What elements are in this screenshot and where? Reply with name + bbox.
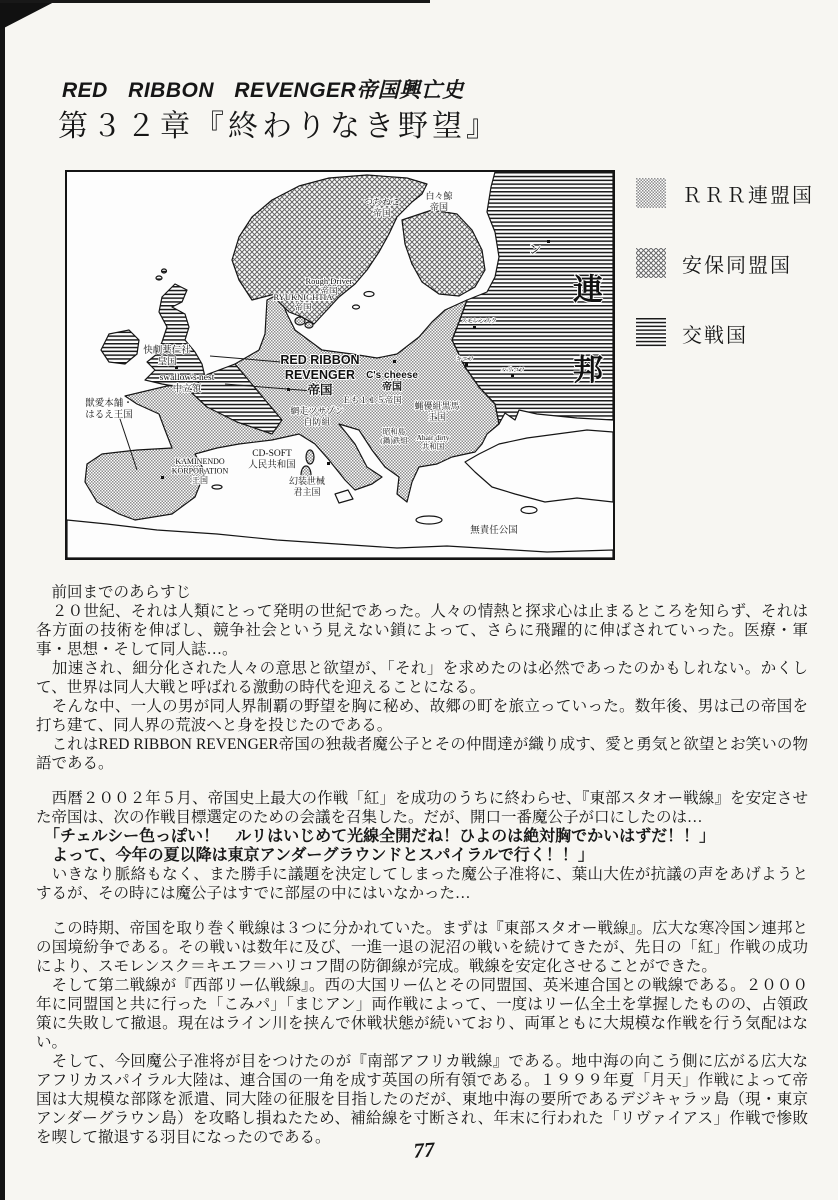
map-label: 王国 (192, 476, 208, 486)
paragraph: この時期、帝国を取り巻く戦線は３つに分かれていた。まずは『東部スタオー戦線』。広大な寒冷国ン連邦との国境紛争である。その戦いは数年に及び、一進一退の泥沼の戦いを続けてきたが、先日の「紅」作戦の成功により、スモレンスク＝キエフ＝ハリコフ間の防御線が完成。戦線を安定化させることができた。 (36, 920, 808, 975)
map-label: 網走ツサゾン (290, 406, 344, 416)
region-finland (402, 210, 485, 296)
paragraph: 西暦２００２年５月、帝国史上最大の作戦「紅」を成功のうちに終わらせ、『東部スタオー戦線』を安定させた帝国は、次の作戦目標選定のための会議を召集した。だが、開口一番魔公子が口にしたのは… (36, 790, 808, 826)
map-label: Ahair dirty (416, 433, 450, 442)
paragraph: ２０世紀、それは人類にとって発明の世紀であった。人々の情熱と探求心は止まるところを知らず、それは各方面の技術を伸ばし、競争社会という見えない鎖によって、さらに飛躍的に伸ばされていった。医療・軍事・思想・そして同人誌…。 (36, 603, 808, 658)
map-label: swallow's nest (159, 373, 215, 383)
map-label: 快劇薬仁社 (143, 346, 191, 356)
map-label: 人民共和国 (248, 460, 296, 471)
map-label: REVENGER (284, 368, 356, 382)
paragraph: いきなり脈絡もなく、また勝手に議題を決定してしまった魔公子准将に、葉山大佐が抗議の声をあげようとするが、その時には魔公子はすでに部屋の中にはいなかった… (36, 866, 808, 902)
legend-label: 安保同盟国 (682, 254, 792, 277)
map-label: はるえ王国 (85, 410, 133, 421)
legend-item (636, 178, 814, 208)
map-label: 帝国 (372, 207, 392, 218)
map-label: 邦 (573, 354, 603, 387)
map-label: つちねこ (363, 197, 401, 207)
chapter-title: 第３２章『終わりなき野望』 (58, 110, 500, 143)
map-label: 白々鯨 (425, 191, 453, 201)
page-number: 77 (412, 1137, 436, 1163)
map-label: 蝿優組黒馬 (414, 401, 460, 411)
map-label: RED RIBBON (280, 353, 360, 367)
legend-swatch (636, 178, 666, 208)
map-label: 帝国 (429, 201, 449, 212)
map-label: 帝国 (294, 302, 312, 313)
map-label: 連 (573, 274, 603, 307)
map-label: 帝国 (307, 383, 333, 397)
map-label: キエフ (455, 357, 475, 363)
europe-map (65, 170, 615, 560)
map-label: 自防組 (303, 416, 331, 427)
map-label: 君主国 (293, 486, 321, 497)
map-label: 獣愛本舗・ (85, 399, 133, 409)
map-label: 王国 (427, 411, 447, 422)
scan-artifact-left-edge (0, 0, 5, 1200)
legend-item (636, 318, 814, 348)
legend-swatch (636, 318, 666, 348)
paragraph: 加速され、細分化された人々の意思と欲望が、「それ」を求めたのは必然であったのかもしれない。かくして、世界は同人大戦と呼ばれる激動の時代を迎えることになる。 (36, 660, 808, 696)
scan-artifact-corner (0, 0, 58, 30)
paragraph: これはRED RIBBON REVENGER帝国の独裁者魔公子とその仲間達が織り成す、愛と勇気と欲望とお笑いの物語である。 (36, 736, 808, 772)
map-label: 中立領 (172, 384, 202, 395)
map-label: 無責任公国 (470, 526, 518, 536)
map-label: スモレンスク (461, 319, 497, 325)
map-label: Ｅも１１５帝国 (342, 395, 402, 405)
legend-item (636, 248, 814, 278)
paragraph: 「チェルシー色っぽい！ ルリはいじめて光線全開だね！ひよのは絶対胸でかいはずだ！！」 (36, 828, 716, 845)
story-text (36, 583, 808, 1147)
region-crete (416, 516, 442, 524)
legend-label: ＲＲＲ連盟国 (682, 184, 814, 207)
map-label: 皇国 (157, 357, 177, 368)
map-label: 帝国 (382, 382, 402, 393)
map-label: KAMINENDO (175, 457, 225, 466)
map-label: (鍋)鉄組 (380, 436, 408, 445)
map-label: KORPORATION (171, 466, 229, 476)
region-denmark-isles (295, 317, 305, 325)
series-title: RED RIBBON REVENGER帝国興亡史 (62, 79, 464, 102)
map-label: 昭和島 (382, 427, 406, 436)
map-label: Rough Driver (305, 276, 353, 286)
europe-map-svg (67, 172, 613, 558)
region-north-africa (67, 520, 613, 558)
paragraph: そして第二戦線が『西部リー仏戦線』。西の大国リー仏とその同盟国、英米連合国との戦線である。２０００年に同盟国と共に行った「こみパ」「まじアン」両作戦によって、一度はリー仏全土を掌握したものの、占領政策に失敗して撤退。現在はライン川を挟んで休戦状態が続いており、両軍ともに大規模な作戦を行う気配はない。 (36, 977, 808, 1051)
scan-artifact-top-edge (0, 0, 430, 3)
legend-label: 交戦国 (682, 324, 748, 347)
map-label: ハリコフ (501, 368, 525, 374)
map-label: ン (528, 242, 542, 257)
map-label: C's cheese (366, 370, 418, 381)
region-anatolia (465, 430, 613, 502)
region-cyprus (521, 507, 537, 514)
region-ireland (101, 330, 139, 364)
region-sicily (335, 490, 353, 503)
paragraph: そして、今回魔公子准将が目をつけたのが『南部アフリカ戦線』である。地中海の向こう側に広がる広大なアフリカスパイラル大陸は、連合国の一角を成す英国の所有領である。１９９９年夏「月天」作戦によって帝国は大規模な部隊を派遣、同大陸の征服を目指したのだが、東地中海の要所であるデジキャラッ島（現・東京アンダーグラウン島）を攻略し損ねたため、補給線を寸断され、年末に行われた「リヴァイアス」作戦で惨敗を喫して撤退する羽目になったのである。 (36, 1053, 808, 1146)
paragraph: 前回までのあらすじ (36, 584, 192, 601)
map-label: 幻装世械 (288, 476, 326, 486)
map-label: RYUKNIGHTIA (273, 292, 333, 302)
paragraph: よって、今年の夏以降は東京アンダーグラウンドとスパイラルで行く！！」 (36, 847, 594, 864)
map-label: 帝国 (320, 286, 338, 297)
map-label: CD-SOFT (252, 449, 292, 459)
map-legend (636, 178, 814, 388)
legend-swatch (636, 248, 666, 278)
paragraph: そんな中、一人の男が同人界制覇の野望を胸に秘め、故郷の町を旅立っていった。数年後、男は己の帝国を打ち建て、同人界の荒波へと身を投じたのである。 (36, 698, 808, 734)
region-corsica (306, 450, 314, 464)
map-label: 共和国 (421, 442, 445, 451)
region-britain (145, 284, 205, 387)
